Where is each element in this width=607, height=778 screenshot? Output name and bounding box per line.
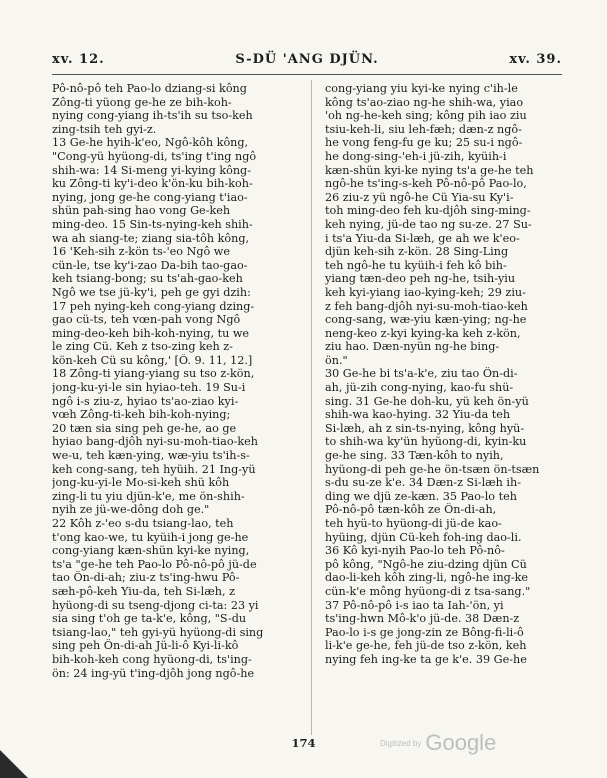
text-line: Pô-nô-pô tæn-kôh ze Ön-di-ah,	[325, 503, 497, 517]
text-line: ge-he sing. 33 Tæn-kôh to nyih,	[325, 449, 504, 463]
text-line: shih-wa kao-hying. 32 Yiu-da teh	[325, 408, 511, 422]
text-line: tao Ön-di-ah; ziu-z ts'ing-hwu Pô-	[52, 571, 240, 585]
text-line: cong-yiang kæn-shün kyi-ke nying,	[52, 544, 250, 558]
text-line: to shih-wa ky'ün hyüong-di, kyin-ku	[325, 435, 527, 449]
text-line: keh kyi-yiang iao-kying-keh; 29 ziu-	[325, 285, 526, 299]
text-line: yiang tæn-deo peh ng-he, tsih-yiu	[325, 272, 516, 286]
text-line: we-u, teh kæn-ying, wæ-yiu ts'ih-s-	[52, 449, 250, 463]
text-line: Zông-ti yüong ge-he ze bih-koh-	[52, 95, 232, 109]
text-line: ding we djü ze-kæn. 35 Pao-lo teh	[325, 489, 517, 503]
text-line: 22 Kôh z-'eo s-du tsiang-lao, teh	[52, 517, 234, 530]
text-line: kön-keh Cü su kông,' [Ô. 9. 11, 12.]	[52, 353, 253, 367]
text-line: ts'ing-hwn Mô-k'o jü-de. 38 Dæn-z	[325, 612, 520, 626]
running-header	[52, 52, 562, 74]
text-line: he vong feng-fu ge ku; 25 su-i ngô-	[325, 136, 523, 150]
text-line: ming-deo. 15 Sin-ts-nying-keh shih-	[52, 217, 253, 231]
text-line: z feh bang-djôh nyi-su-moh-tiao-keh	[325, 299, 528, 313]
header-rule	[52, 74, 562, 75]
text-line: sing peh Ön-di-ah Jü-li-ô Kyi-li-kô	[52, 639, 239, 653]
header-title: S-DÜ 'ANG DJÜN.	[235, 52, 379, 67]
text-line: ku Zông-ti ky'i-deo k'ön-ku bih-koh-	[52, 177, 253, 191]
text-line: pô kông, "Ngô-he ziu-dzing djün Cü	[325, 557, 527, 571]
text-line: ön."	[325, 353, 348, 367]
page-corner-shadow	[0, 750, 28, 778]
text-line: t'ong kao-we, tu kyüih-i jong ge-he	[52, 530, 249, 544]
text-line: keh tsiang-bong; su ts'ah-gao-keh	[52, 272, 243, 286]
text-line: 26 ziu-z yü ngô-he Cü Yia-su Ky'i-	[325, 190, 514, 204]
text-line: shih-wa: 14 Si-meng yi-kying kông-	[52, 163, 251, 177]
text-line: Pao-lo i-s ge jong-zin ze Bông-fi-li-ô	[325, 625, 524, 639]
left-text-column	[52, 82, 295, 680]
text-line: jong-ku-yi-le Mo-si-keh shü kôh	[52, 476, 230, 490]
text-line: Ngô we tse jü-ky'i, peh ge gyi dzih:	[52, 285, 251, 299]
text-line: 13 Ge-he hyih-k'eo, Ngô-kôh kông,	[52, 136, 249, 150]
text-line: hyüing, djün Cü-keh foh-ing dao-li.	[325, 530, 522, 544]
text-line: ngô-he ts'ing-s-keh Pô-nô-pô Pao-lo,	[325, 177, 527, 191]
text-line: hyüong-di peh ge-he ön-tsæn ön-tsæn	[325, 462, 540, 476]
column-divider	[311, 80, 312, 735]
text-line: ming-deo-keh bih-koh-nying, tu we	[52, 326, 250, 340]
text-line: 'oh ng-he-keh sing; kông pih iao ziu	[325, 109, 527, 123]
text-line: nying, jong ge-he cong-yiang t'iao-	[52, 190, 248, 204]
text-line: wa ah siang-te; ziang sia-tôh kông,	[52, 231, 250, 245]
text-line: kông ts'ao-ziao ng-he shih-wa, yiao	[325, 95, 524, 109]
text-line: ön: 24 ing-yü t'ing-djôh jong ngô-he	[52, 666, 255, 680]
watermark-prefix: Digitized by	[380, 738, 422, 748]
text-line: djün keh-sih z-kön. 28 Sing-Ling	[325, 245, 509, 259]
text-line: keh cong-sang, teh hyüih. 21 Ing-yü	[52, 462, 256, 476]
text-line: kæn-shün kyi-ke nying ts'a ge-he teh	[325, 163, 534, 177]
text-line: hyiao bang-djôh nyi-su-moh-tiao-keh	[52, 435, 258, 449]
text-line: shün pah-sing hao vong Ge-keh	[52, 204, 231, 218]
text-line: hyüong-di su tseng-djong ci-ta: 23 yi	[52, 598, 259, 612]
text-line: 36 Kô kyi-nyih Pao-lo teh Pô-nô-	[325, 544, 505, 558]
text-line: dao-li-keh kôh zing-li, ngô-he ing-ke	[325, 571, 528, 585]
text-line: ts'a "ge-he teh Pao-lo Pô-nô-pô jü-de	[52, 557, 257, 571]
text-line: nying cong-yiang ih-ts'ih su tso-keh	[52, 109, 253, 123]
text-line: 16 'Keh-sih z-kön ts-'eo Ngô we	[52, 245, 231, 259]
text-line: cong-sang, wæ-yiu kæn-ying; ng-he	[325, 313, 527, 327]
text-line: vœh Zông-ti-keh bih-koh-nying;	[52, 408, 231, 422]
text-line: sing. 31 Ge-he doh-ku, yü keh ön-yü	[325, 394, 529, 408]
text-line: zing-li tu yiu djün-k'e, me ön-shih-	[52, 489, 245, 503]
text-line: Pô-nô-pô teh Pao-lo dziang-si kông	[52, 82, 247, 95]
header-left-reference: xv. 12.	[52, 52, 105, 67]
text-line: bih-koh-keh cong hyüong-di, ts'ing-	[52, 652, 252, 666]
text-line: sæh-pô-keh Yiu-da, teh Si-læh, z	[52, 584, 235, 598]
text-line: i ts'a Yiu-da Si-læh, ge ah we k'eo-	[325, 231, 520, 245]
text-line: gao cü-ts, teh vœn-pah vong Ngô	[52, 313, 241, 327]
text-line: jong-ku-yi-le sin hyiao-teh. 19 Su-i	[52, 381, 246, 395]
text-line: he dong-sing-'eh-i jü-zih, kyüih-i	[325, 149, 507, 163]
text-line: tsiu-keh-li, siu leh-fæh; dæn-z ngô-	[325, 122, 522, 136]
text-line: li-k'e ge-he, feh jü-de tso z-kön, keh	[325, 639, 527, 653]
text-line: zing-tsih teh gyi-z.	[52, 122, 157, 136]
right-text-column	[325, 82, 568, 667]
text-line: tsiang-lao," teh gyi-yü hyüong-di sing	[52, 625, 264, 639]
text-line: ah, jü-zih cong-nying, kao-fu shü-	[325, 381, 514, 395]
header-right-reference: xv. 39.	[509, 52, 562, 67]
text-line: le zing Cü. Keh z tso-zing keh z-	[52, 340, 233, 354]
text-line: 17 peh nying-keh cong-yiang dzing-	[52, 299, 255, 313]
text-line: teh hyü-to hyüong-di jü-de kao-	[325, 517, 502, 530]
page-number: 174	[291, 736, 316, 750]
text-line: sia sing t'oh ge ta-k'e, kông, "S-du	[52, 612, 247, 626]
text-line: nying feh ing-ke ta ge k'e. 39 Ge-he	[325, 652, 527, 666]
text-line: 30 Ge-he bi ts'a-k'e, ziu tao Ön-di-	[325, 367, 518, 381]
text-line: "Cong-yü hyüong-di, ts'ing t'ing ngô	[52, 149, 257, 163]
text-line: ziu hao. Dæn-nyün ng-he bing-	[325, 340, 500, 354]
text-line: Si-læh, ah z sin-ts-nying, kông hyü-	[325, 421, 525, 435]
text-line: 20 tæn sia sing peh ge-he, ao ge	[52, 421, 237, 435]
text-line: cün-k'e mông hyüong-di z tsa-sang."	[325, 584, 531, 598]
google-watermark	[380, 730, 496, 754]
text-line: toh ming-deo feh ku-djôh sing-ming-	[325, 204, 531, 218]
text-line: 18 Zông-ti yiang-yiang su tso z-kön,	[52, 367, 255, 381]
text-line: ngô i-s ziu-z, hyiao ts'ao-ziao kyi-	[52, 394, 239, 408]
text-line: teh ngô-he tu kyüih-i feh kô bih-	[325, 258, 507, 272]
text-line: s-du su-ze k'e. 34 Dæn-z Si-læh ih-	[325, 476, 521, 490]
text-line: nyih ze jü-we-dông doh ge."	[52, 503, 210, 517]
text-line: 37 Pô-nô-pô i-s iao ta Iah-'ön, yi	[325, 598, 504, 612]
text-line: neng-keo z-kyi kying-ka keh z-kön,	[325, 326, 521, 340]
text-line: cong-yiang yiu kyi-ke nying c'ih-le	[325, 82, 518, 95]
text-line: cün-le, tse ky'i-zao Da-bih tao-gao-	[52, 258, 248, 272]
watermark-brand: Google	[425, 730, 497, 755]
text-line: keh nying, jü-de tao ng su-ze. 27 Su-	[325, 217, 532, 231]
